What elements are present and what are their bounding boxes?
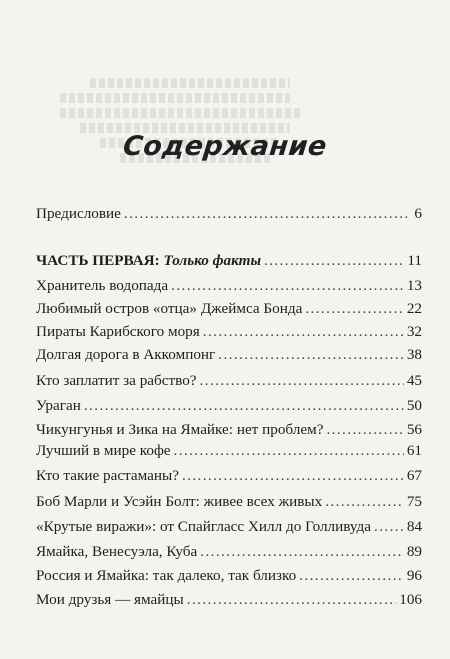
toc-entry-chapter bbox=[36, 298, 422, 320]
toc-entry-chapter bbox=[36, 541, 422, 563]
toc-entry-chapter bbox=[36, 419, 422, 441]
dot-leader bbox=[264, 250, 404, 272]
toc-entry-page: 84 bbox=[406, 518, 422, 535]
toc-entry-chapter bbox=[36, 491, 422, 513]
toc-entry-label: Лучший в мире кофе bbox=[36, 442, 171, 459]
dot-leader bbox=[200, 370, 404, 392]
toc-entry-page: 38 bbox=[406, 346, 422, 363]
toc-entry-page: 106 bbox=[399, 591, 422, 608]
toc-entry-label: Ураган bbox=[36, 397, 81, 414]
toc-entry-chapter bbox=[36, 275, 422, 297]
table-of-contents bbox=[36, 0, 422, 659]
toc-entry-chapter bbox=[36, 440, 422, 462]
toc-entry-label: Хранитель водопада bbox=[36, 277, 169, 294]
toc-entry-page: 45 bbox=[406, 372, 422, 389]
dot-leader bbox=[187, 589, 396, 611]
toc-entry-label: Предисловие bbox=[36, 205, 121, 222]
toc-entry-label: «Крутые виражи»: от Спайгласс Хилл до Голливуда bbox=[36, 518, 372, 535]
page-title: Содержание bbox=[121, 131, 329, 163]
toc-entry-page: 67 bbox=[406, 467, 422, 484]
toc-entry-chapter bbox=[36, 395, 422, 417]
dot-leader bbox=[325, 491, 404, 513]
dot-leader bbox=[84, 395, 404, 417]
toc-entry-label: Кто такие растаманы? bbox=[36, 467, 179, 484]
toc-entry-page: 75 bbox=[406, 493, 422, 510]
toc-part-label bbox=[36, 250, 261, 272]
dot-leader bbox=[182, 465, 404, 487]
toc-entry-page: 32 bbox=[406, 323, 422, 340]
toc-entry-page: 96 bbox=[406, 567, 422, 584]
toc-entry-chapter bbox=[36, 370, 422, 392]
toc-entry-chapter bbox=[36, 344, 422, 366]
toc-entry-page: 13 bbox=[406, 277, 422, 294]
toc-entry-page: 11 bbox=[407, 252, 422, 269]
dot-leader bbox=[200, 541, 404, 563]
toc-entry-page: 6 bbox=[414, 205, 422, 222]
toc-entry-label: Любимый остров «отца» Джеймса Бонда bbox=[36, 300, 303, 317]
toc-entry-chapter bbox=[36, 465, 422, 487]
part-number: ЧАСТЬ ПЕРВАЯ: bbox=[36, 252, 160, 269]
dot-leader bbox=[305, 298, 403, 320]
toc-entry-page: 22 bbox=[406, 300, 422, 317]
part-title: Только факты bbox=[163, 252, 261, 269]
toc-entry-label: Кто заплатит за рабство? bbox=[36, 372, 197, 389]
toc-entry-label: Пираты Карибского моря bbox=[36, 323, 200, 340]
toc-entry-label: Боб Марли и Усэйн Болт: живее всех живых bbox=[36, 493, 323, 510]
toc-entry-part-one bbox=[36, 250, 422, 272]
toc-entry-label: Ямайка, Венесуэла, Куба bbox=[36, 543, 198, 560]
toc-entry-label: Чикунгунья и Зика на Ямайке: нет проблем? bbox=[36, 421, 324, 438]
toc-entry-label: Долгая дорога в Аккомпонг bbox=[36, 346, 216, 363]
dot-leader bbox=[124, 203, 409, 225]
toc-entry-page: 50 bbox=[406, 397, 422, 414]
dot-leader bbox=[174, 440, 404, 462]
dot-leader bbox=[218, 344, 404, 366]
toc-entry-chapter bbox=[36, 321, 422, 343]
dot-leader bbox=[374, 516, 404, 538]
toc-entry-label: Мои друзья — ямайцы bbox=[36, 591, 184, 608]
toc-entry-page: 89 bbox=[406, 543, 422, 560]
toc-entry-preface bbox=[36, 203, 422, 225]
dot-leader bbox=[203, 321, 404, 343]
toc-entry-chapter bbox=[36, 516, 422, 538]
dot-leader bbox=[171, 275, 404, 297]
toc-entry-page: 61 bbox=[406, 442, 422, 459]
toc-entry-page: 56 bbox=[406, 421, 422, 438]
dot-leader bbox=[299, 565, 404, 587]
toc-entry-label: Россия и Ямайка: так далеко, так близко bbox=[36, 567, 297, 584]
dot-leader bbox=[326, 419, 403, 441]
toc-entry-chapter bbox=[36, 589, 422, 611]
toc-entry-chapter bbox=[36, 565, 422, 587]
